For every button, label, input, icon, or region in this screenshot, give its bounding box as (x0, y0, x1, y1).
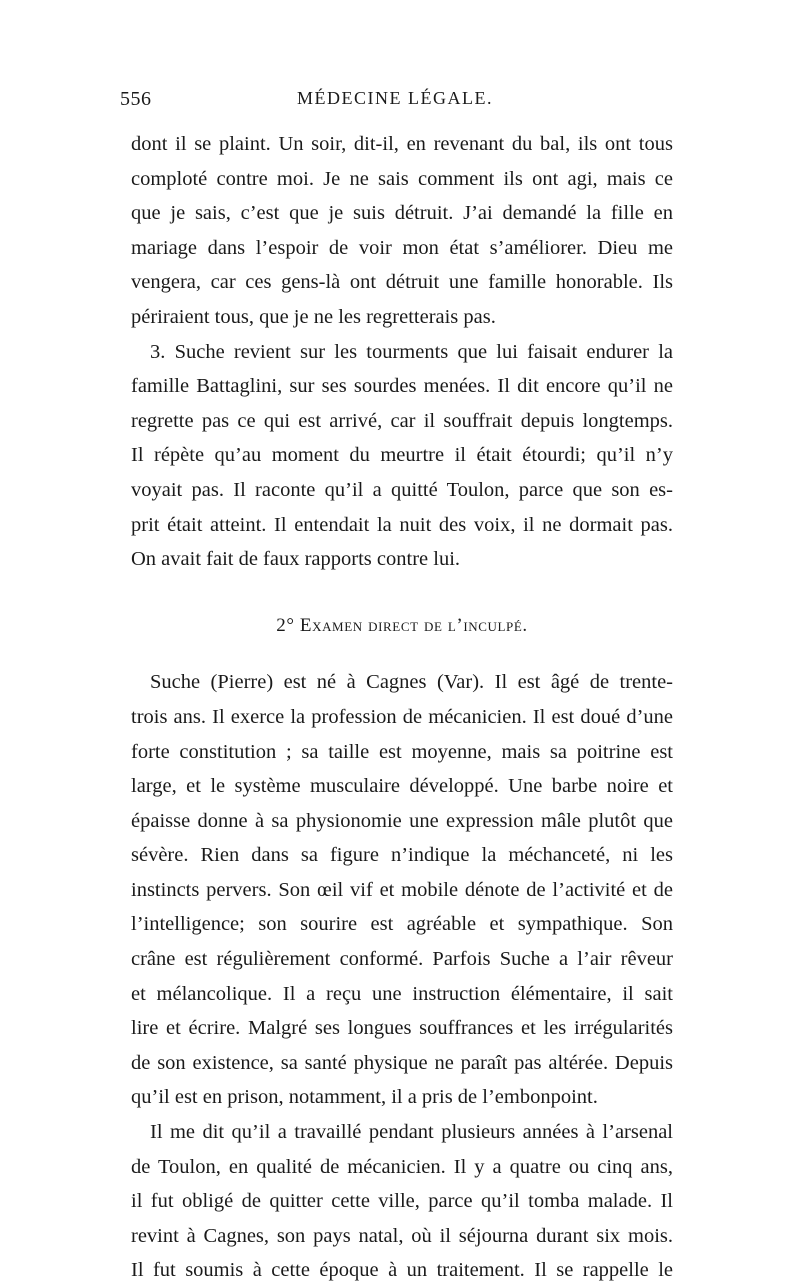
text-line: de son existence, sa santé physique ne paraît pas altérée. Depuis (131, 1051, 673, 1074)
text-line: lire et écrire. Malgré ses longues souffrances et les irrégularités (131, 1017, 673, 1040)
text-line: large, et le système musculaire développé. Une barbe noire et (131, 775, 673, 798)
paragraph (131, 127, 673, 335)
text-line: trois ans. Il exerce la profession de mécanicien. Il est doué d’une (131, 705, 673, 728)
page-body (131, 127, 673, 1288)
text-line: périraient tous, que je ne les regretterais pas. (131, 305, 496, 328)
section-title: 2° Examen direct de l’inculpé. (276, 614, 528, 636)
text-line: prit était atteint. Il entendait la nuit des voix, il ne dormait pas. (131, 513, 673, 536)
running-title: MÉDECINE LÉGALE. (297, 88, 493, 108)
text-line: voyait pas. Il raconte qu’il a quitté Toulon, parce que son es- (131, 478, 673, 501)
text-line: que je sais, c’est que je suis détruit. J’ai demandé la fille en (131, 202, 673, 225)
text-line: 3. Suche revient sur les tourments que lui faisait endurer la (150, 340, 673, 363)
paragraph (131, 665, 673, 1115)
text-line: dont il se plaint. Un soir, dit-il, en revenant du bal, ils ont tous (131, 133, 673, 155)
text-line: vengera, car ces gens-là ont détruit une famille honorable. Ils (131, 271, 673, 294)
text-line: Il fut soumis à cette époque à un traitement. Il se rappelle le (131, 1259, 673, 1282)
text-line: Il répète qu’au moment du meurtre il était étourdi; qu’il n’y (131, 444, 673, 467)
text-line: l’intelligence; son sourire est agréable et sympathique. Son (131, 913, 673, 936)
page-number: 556 (120, 88, 152, 110)
text-line: sévère. Rien dans sa figure n’indique la méchanceté, ni les (131, 844, 673, 867)
text-line: crâne est régulièrement conformé. Parfois Suche a l’air rêveur (131, 948, 673, 971)
paragraph (131, 1115, 673, 1288)
page-header (120, 88, 670, 120)
text-line: instincts pervers. Son œil vif et mobile dénote de l’activité et de (131, 878, 673, 901)
text-line: et mélancolique. Il a reçu une instruction élémentaire, il sait (131, 982, 673, 1005)
text-line: de Toulon, en qualité de mécanicien. Il y a quatre ou cinq ans, (131, 1155, 673, 1178)
text-line: famille Battaglini, sur ses sourdes menées. Il dit encore qu’il ne (131, 375, 673, 398)
text-line: comploté contre moi. Je ne sais comment ils ont agi, mais ce (131, 167, 673, 190)
text-line: forte constitution ; sa taille est moyenne, mais sa poitrine est (131, 740, 673, 763)
text-line: épaisse donne à sa physionomie une expression mâle plutôt que (131, 809, 673, 832)
text-line: revint à Cagnes, son pays natal, où il séjourna durant six mois. (131, 1224, 673, 1247)
text-line: Suche (Pierre) est né à Cagnes (Var). Il est âgé de trente- (150, 671, 673, 694)
text-line: regrette pas ce qui est arrivé, car il souffrait depuis longtemps. (131, 409, 673, 432)
paragraph (131, 335, 673, 577)
text-line: mariage dans l’espoir de voir mon état s’améliorer. Dieu me (131, 236, 673, 259)
text-line: On avait fait de faux rapports contre lui. (131, 548, 461, 571)
text-line: Il me dit qu’il a travaillé pendant plusieurs années à l’arsenal (150, 1121, 673, 1144)
text-line: qu’il est en prison, notamment, il a pris de l’embonpoint. (131, 1086, 598, 1109)
text-line: il fut obligé de quitter cette ville, parce qu’il tomba malade. Il (131, 1190, 673, 1213)
